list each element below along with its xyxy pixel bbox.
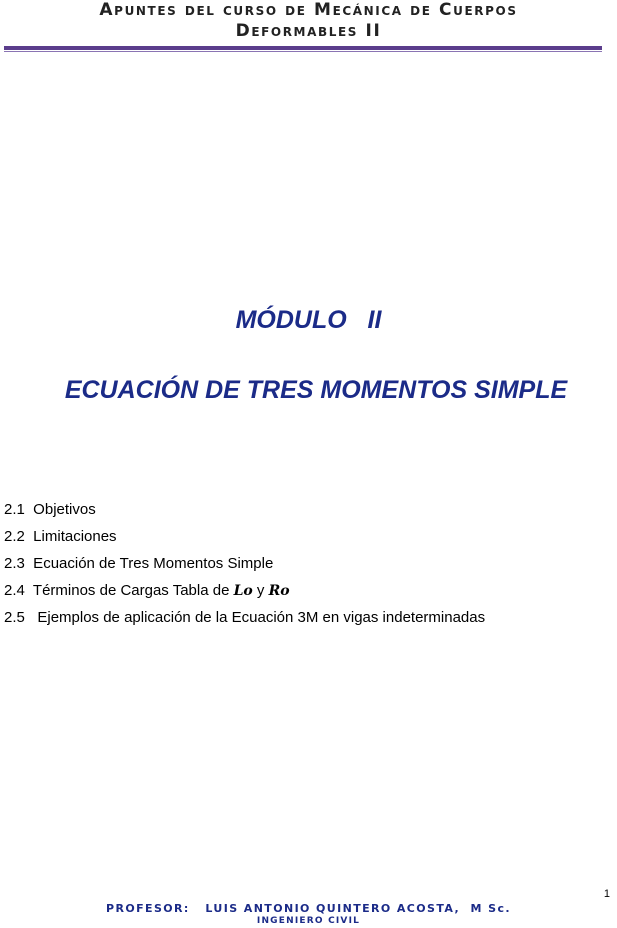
page-footer xyxy=(0,902,617,927)
footer-title: INGENIERO CIVIL xyxy=(256,916,361,926)
toc-item-terminos-de-cargas xyxy=(4,582,485,600)
footer-professor: PROFESOR: LUIS ANTONIO QUINTERO ACOSTA, M Sc. xyxy=(106,902,511,915)
header-rule-thin xyxy=(4,51,602,52)
toc-item-ecuacion: 2.3 Ecuación de Tres Momentos Simple xyxy=(4,555,274,572)
module-title: MÓDULO II xyxy=(235,306,382,334)
page-number: 1 xyxy=(603,888,610,900)
header-rule-thick xyxy=(4,46,602,50)
header-title-line-1: Apuntes del curso de Mecánica de Cuerpos xyxy=(99,0,518,20)
chapter-title: ECUACIÓN DE TRES MOMENTOS SIMPLE xyxy=(64,376,568,404)
toc-item-terminos-prefix: 2.4 Términos de Cargas Tabla de xyxy=(4,582,234,599)
toc-item-objetivos: 2.1 Objetivos xyxy=(4,501,96,518)
toc-item-ejemplos: 2.5 Ejemplos de aplicación de la Ecuación 3M en vigas indeterminadas xyxy=(4,609,486,626)
table-of-contents xyxy=(4,501,485,636)
toc-term-joiner: y xyxy=(252,582,269,599)
toc-term-lo: Lo xyxy=(233,583,253,599)
toc-term-ro: Ro xyxy=(268,583,290,599)
toc-item-limitaciones: 2.2 Limitaciones xyxy=(4,528,117,545)
header-title-line-2: Deformables II xyxy=(235,21,382,41)
page-header xyxy=(0,0,617,42)
